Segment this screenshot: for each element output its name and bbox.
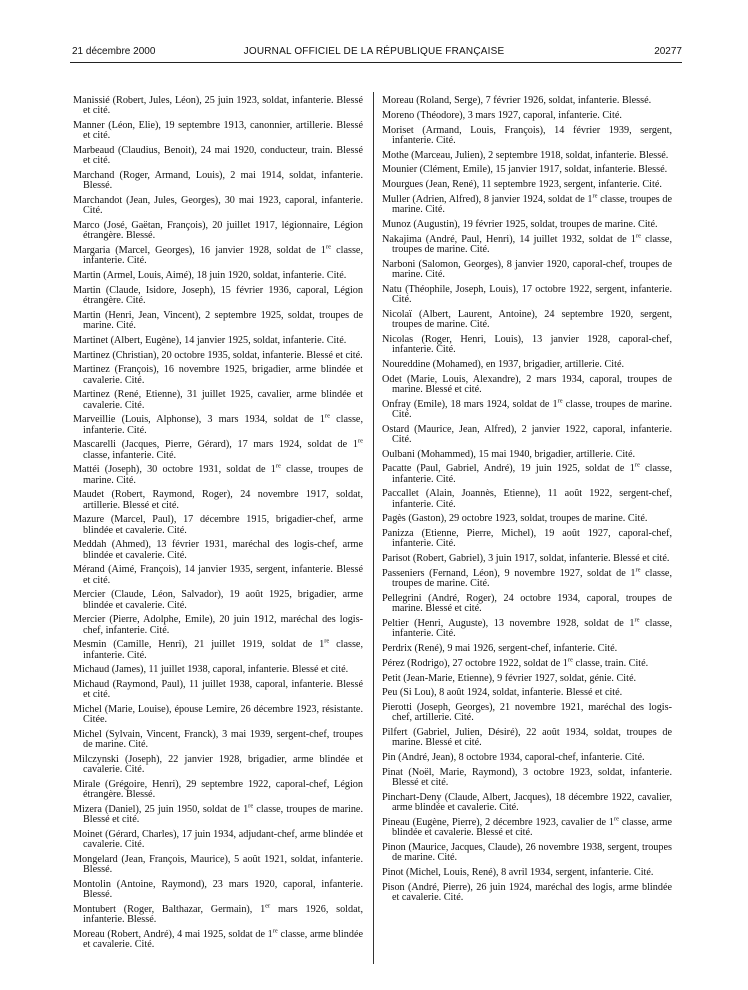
list-item: Marchandot (Jean, Jules, Georges), 30 mai 1923, caporal, infanterie. Cité.	[73, 195, 363, 217]
list-item: Mazure (Marcel, Paul), 17 décembre 1915, brigadier-chef, arme blindée et cavalerie. Cité.	[73, 514, 363, 536]
list-item: Michel (Sylvain, Vincent, Franck), 3 mai 1939, sergent-chef, troupes de marine. Cité.	[73, 729, 363, 751]
list-item: Mattéi (Joseph), 30 octobre 1931, soldat de 1re classe, troupes de marine. Cité.	[73, 463, 363, 486]
list-item: Pagès (Gaston), 29 octobre 1923, soldat, troupes de marine. Cité.	[382, 513, 648, 525]
page-header	[0, 0, 748, 60]
list-item: Narboni (Salomon, Georges), 8 janvier 1920, caporal-chef, troupes de marine. Cité.	[382, 258, 672, 280]
list-item: Marveillie (Louis, Alphonse), 3 mars 1934, soldat de 1re classe, infanterie. Cité.	[73, 413, 363, 436]
list-item: Pilfert (Gabriel, Julien, Désiré), 22 août 1934, soldat, troupes de marine. Blessé et cité.	[382, 727, 672, 749]
list-item: Milczynski (Joseph), 22 janvier 1928, brigadier, arme blindée et cavalerie. Cité.	[73, 754, 363, 776]
list-item: Manissié (Robert, Jules, Léon), 25 juin 1923, soldat, infanterie. Blessé et cité.	[73, 95, 363, 117]
list-item: Passeniers (Fernand, Léon), 9 novembre 1927, soldat de 1re classe, troupes de marine. Cité.	[382, 566, 672, 590]
list-item: Marbeaud (Claudius, Benoit), 24 mai 1920, conducteur, train. Blessé et cité.	[73, 145, 363, 167]
list-item: Perdrix (René), 9 mai 1926, sergent-chef, infanterie. Cité.	[382, 642, 618, 654]
list-item: Marchand (Roger, Armand, Louis), 2 mai 1914, soldat, infanterie. Blessé.	[73, 170, 363, 192]
list-item: Pin (André, Jean), 8 octobre 1934, caporal-chef, infanterie. Cité.	[382, 752, 645, 764]
list-item: Munoz (Augustin), 19 février 1925, soldat, troupes de marine. Cité.	[382, 218, 658, 230]
list-item: Montubert (Roger, Balthazar, Germain), 1er mars 1926, soldat, infanterie. Blessé.	[73, 902, 364, 926]
list-item: Mérand (Aimé, François), 14 janvier 1935, sergent, infanterie. Blessé et cité.	[73, 564, 363, 586]
list-item: Martin (Claude, Isidore, Joseph), 15 février 1936, caporal, Légion étrangère. Cité.	[73, 284, 363, 306]
list-item: Moinet (Gérard, Charles), 17 juin 1934, adjudant-chef, arme blindée et cavalerie. Cité.	[73, 829, 363, 851]
list-item: Marco (José, Gaëtan, François), 20 juillet 1917, légionnaire, Légion étrangère. Blessé.	[73, 220, 363, 242]
journal-title: JOURNAL OFFICIEL DE LA RÉPUBLIQUE FRANÇAISE	[243, 46, 505, 57]
list-item: Ostard (Maurice, Jean, Alfred), 2 janvier 1922, caporal, infanterie. Cité.	[382, 423, 672, 445]
list-item: Mesmin (Camille, Henri), 21 juillet 1919, soldat de 1re classe, infanterie. Cité.	[73, 638, 363, 661]
column-divider	[373, 92, 374, 964]
list-item: Moreno (Théodore), 3 mars 1927, caporal, infanterie. Cité.	[382, 109, 622, 121]
list-item: Martinet (Albert, Eugène), 14 janvier 1925, soldat, infanterie. Cité.	[73, 334, 347, 346]
list-item: Petit (Jean-Marie, Etienne), 9 février 1927, soldat, génie. Cité.	[382, 672, 637, 684]
list-item: Moreau (Roland, Serge), 7 février 1926, soldat, infanterie. Blessé.	[382, 95, 652, 106]
list-item: Pison (André, Pierre), 26 juin 1924, maréchal des logis, arme blindée et cavalerie. Cité.	[382, 881, 672, 903]
list-item: Peltier (Henri, Auguste), 13 novembre 1928, soldat de 1re classe, infanterie. Cité.	[382, 616, 673, 640]
list-item: Margaria (Marcel, Georges), 16 janvier 1928, soldat de 1re classe, infanterie. Cité.	[73, 243, 363, 267]
right-column	[382, 96, 672, 908]
list-item: Michel (Marie, Louise), épouse Lemire, 26 décembre 1923, résistante. Citée.	[73, 704, 363, 726]
list-item: Oulbani (Mohammed), 15 mai 1940, brigadier, artillerie. Cité.	[382, 448, 636, 460]
list-item: Pinot (Michel, Louis, René), 8 avril 1934, sergent, infanterie. Cité.	[382, 866, 654, 878]
list-item: Martinez (François), 16 novembre 1925, brigadier, arme blindée et cavalerie. Cité.	[73, 364, 363, 386]
page-number: 20277	[654, 46, 682, 57]
list-item: Panizza (Etienne, Pierre, Michel), 19 août 1927, caporal-chef, infanterie. Cité.	[382, 528, 672, 550]
list-item: Moreau (Robert, André), 4 mai 1925, soldat de 1re classe, arme blindée et cavalerie. Cité.	[73, 927, 363, 951]
list-item: Martin (Henri, Jean, Vincent), 2 septembre 1925, soldat, troupes de marine. Cité.	[73, 309, 363, 331]
list-item: Martinez (René, Etienne), 31 juillet 1925, cavalier, arme blindée et cavalerie. Cité.	[73, 389, 363, 411]
list-item: Pacatte (Paul, Gabriel, André), 19 juin 1925, soldat de 1re classe, infanterie. Cité.	[382, 461, 672, 485]
list-item: Pinat (Noël, Marie, Raymond), 3 octobre 1923, soldat, infanterie. Blessé et cité.	[382, 766, 672, 789]
header-rule	[70, 62, 682, 63]
list-item: Martin (Armel, Louis, Aimé), 18 juin 1920, soldat, infanterie. Cité.	[73, 270, 347, 281]
publication-date: 21 décembre 2000	[72, 46, 156, 57]
list-item: Pineau (Eugène, Pierre), 2 décembre 1923, cavalier de 1re classe, arme blindée et cavalerie. Blessé et cité.	[382, 815, 672, 839]
list-item: Pinchart-Deny (Claude, Albert, Jacques), 18 décembre 1922, cavalier, arme blindée et cavalerie. Cité.	[382, 791, 672, 814]
left-column	[73, 96, 363, 955]
list-item: Pierotti (Joseph, Georges), 21 novembre 1921, maréchal des logis-chef, artillerie. Cité.	[382, 702, 672, 724]
list-item: Parisot (Robert, Gabriel), 3 juin 1917, soldat, infanterie. Blessé et cité.	[382, 553, 670, 565]
list-item: Peu (Si Lou), 8 août 1924, soldat, infanterie. Blessé et cité.	[382, 687, 623, 699]
list-item: Nakajima (André, Paul, Henri), 14 juillet 1932, soldat de 1re classe, troupes de marine. Cité.	[382, 232, 673, 255]
list-item: Moriset (Armand, Louis, François), 14 février 1939, sergent, infanterie. Cité.	[382, 124, 672, 146]
list-item: Mizera (Daniel), 25 juin 1950, soldat de 1re classe, troupes de marine. Blessé et cité.	[73, 802, 363, 826]
list-item: Manner (Léon, Elie), 19 septembre 1913, canonnier, artillerie. Blessé et cité.	[73, 120, 363, 142]
list-item: Noureddine (Mohamed), en 1937, brigadier, artillerie. Cité.	[382, 358, 625, 370]
list-item: Michaud (Raymond, Paul), 11 juillet 1938, caporal, infanterie. Blessé et cité.	[73, 679, 363, 701]
list-item: Paccallet (Alain, Joannès, Etienne), 11 août 1922, sergent-chef, infanterie. Cité.	[382, 488, 672, 510]
list-item: Natu (Théophile, Joseph, Louis), 17 octobre 1922, sergent, infanterie. Cité.	[382, 283, 672, 305]
list-item: Mourgues (Jean, René), 11 septembre 1923, sergent, infanterie. Cité.	[382, 179, 662, 191]
list-item: Mercier (Pierre, Adolphe, Emile), 20 juin 1912, maréchal des logis-chef, infanterie. Cité.	[73, 614, 363, 636]
list-item: Montolin (Antoine, Raymond), 23 mars 1920, caporal, infanterie. Blessé.	[73, 879, 363, 901]
list-item: Nicolas (Roger, Henri, Louis), 13 janvier 1928, caporal-chef, infanterie. Cité.	[382, 333, 672, 355]
list-item: Meddah (Ahmed), 13 février 1931, maréchal des logis-chef, arme blindée et cavalerie. Cité.	[73, 539, 363, 561]
list-item: Pérez (Rodrigo), 27 octobre 1922, soldat de 1re classe, train. Cité.	[382, 656, 649, 669]
list-item: Mongelard (Jean, François, Maurice), 5 août 1921, soldat, infanterie. Blessé.	[73, 854, 363, 876]
list-item: Odet (Marie, Louis, Alexandre), 2 mars 1934, caporal, troupes de marine. Blessé et cité.	[382, 373, 672, 395]
list-item: Mascarelli (Jacques, Pierre, Gérard), 17 mars 1924, soldat de 1re classe, infanterie. Cité.	[73, 438, 363, 461]
list-item: Michaud (James), 11 juillet 1938, caporal, infanterie. Blessé et cité.	[73, 664, 349, 676]
list-item: Onfray (Emile), 18 mars 1924, soldat de 1re classe, troupes de marine. Cité.	[382, 397, 672, 420]
list-item: Mercier (Claude, Léon, Salvador), 19 août 1925, brigadier, arme blindée et cavalerie. Cité.	[73, 589, 363, 611]
list-item: Maudet (Robert, Raymond, Roger), 24 novembre 1917, soldat, artillerie. Blessé et cité.	[73, 489, 363, 511]
list-item: Nicolaï (Albert, Laurent, Antoine), 24 septembre 1920, sergent, troupes de marine. Cité.	[382, 308, 672, 330]
list-item: Mounier (Clément, Emile), 15 janvier 1917, soldat, infanterie. Blessé.	[382, 164, 668, 176]
list-item: Mirale (Grégoire, Henri), 29 septembre 1922, caporal-chef, Légion étrangère. Blessé.	[73, 779, 363, 801]
list-item: Mothe (Marceau, Julien), 2 septembre 1918, soldat, infanterie. Blessé.	[382, 149, 669, 161]
list-item: Pellegrini (André, Roger), 24 octobre 1934, caporal, troupes de marine. Blessé et cité.	[382, 592, 672, 615]
list-item: Muller (Adrien, Alfred), 8 janvier 1924, soldat de 1re classe, troupes de marine. Cité.	[382, 192, 673, 216]
list-item: Pinon (Maurice, Jacques, Claude), 26 novembre 1938, sergent, troupes de marine. Cité.	[382, 841, 672, 864]
list-item: Martinez (Christian), 20 octobre 1935, soldat, infanterie. Blessé et cité.	[73, 349, 363, 361]
